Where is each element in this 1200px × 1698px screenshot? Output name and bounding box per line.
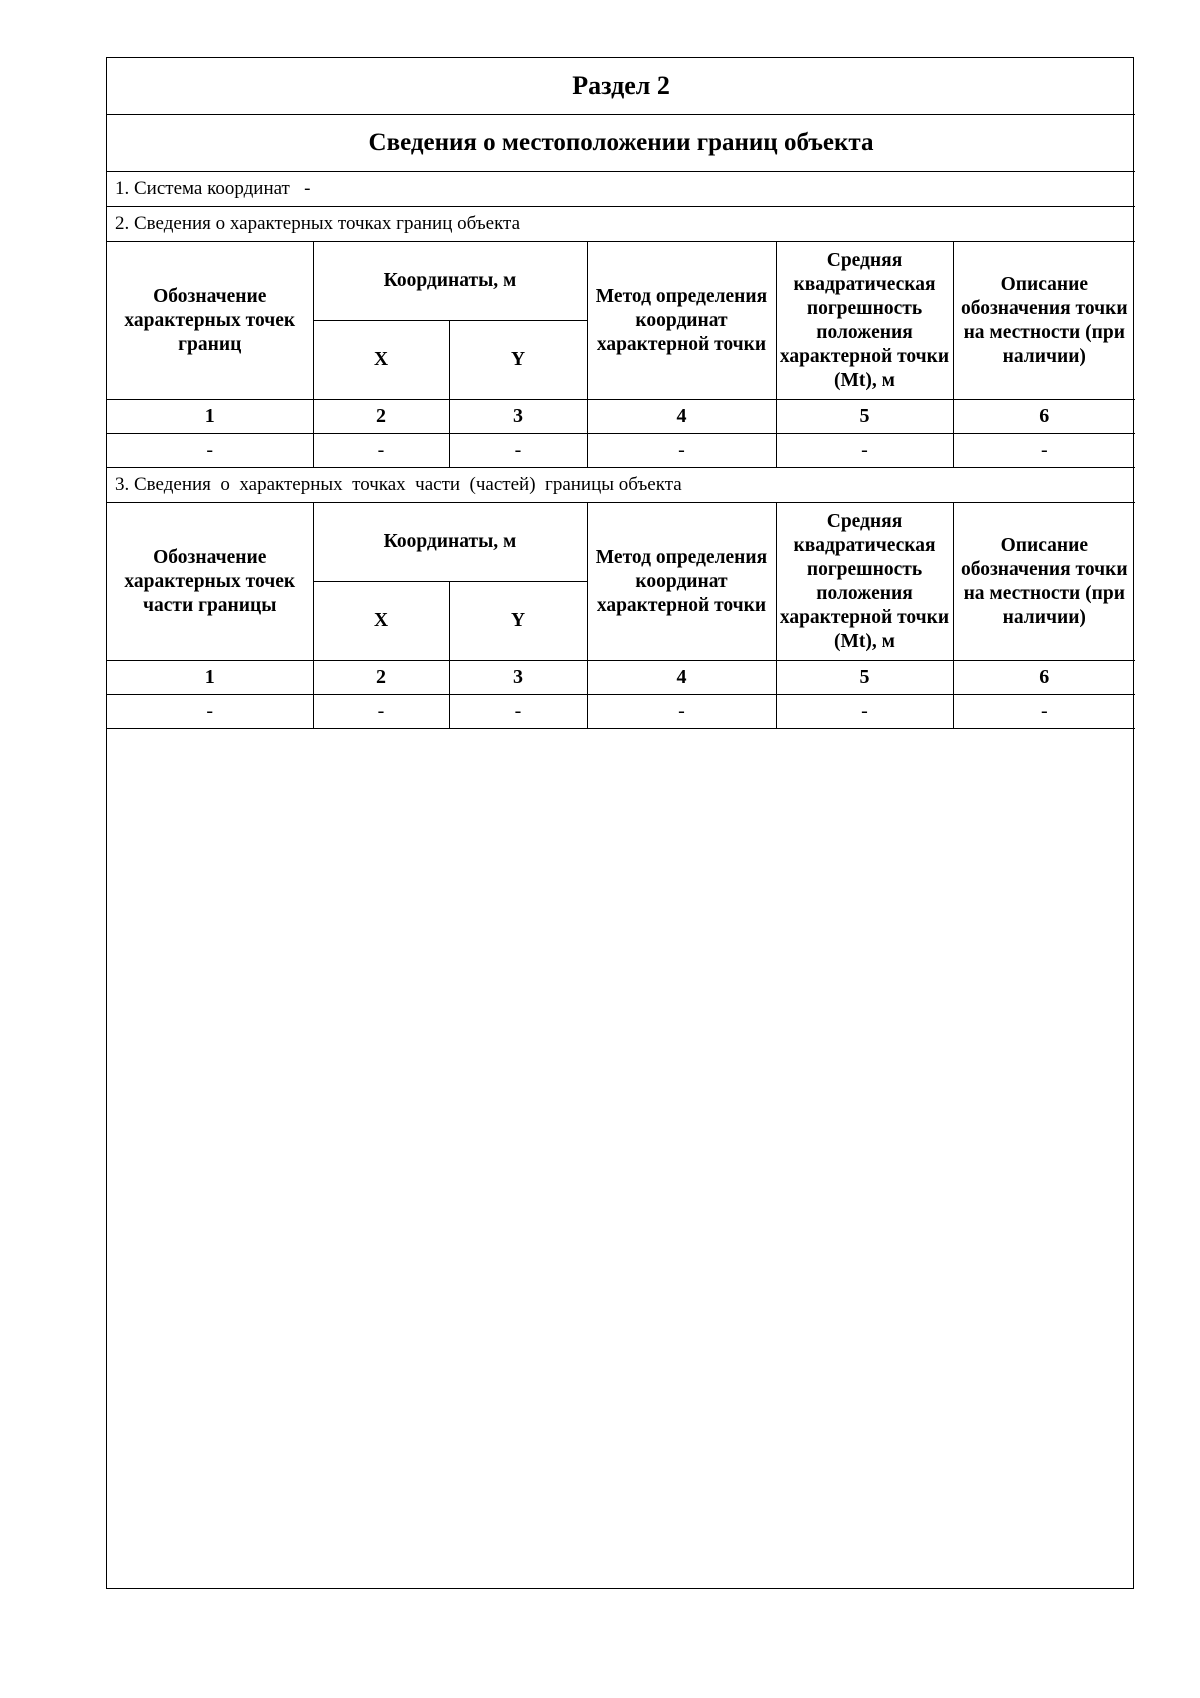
table1-col-number: 5 (776, 400, 953, 434)
section-title: Раздел 2 (107, 58, 1135, 115)
table2-caption: 3. Сведения о характерных точках части (частей) границы объекта (107, 468, 1135, 503)
table2-header-description: Описание обозначения точки на местности (при наличии) (953, 503, 1135, 661)
table1-header-coordinates: Координаты, м (313, 242, 587, 321)
table2-cell: - (107, 695, 313, 729)
table2-header-designation: Обозначение характерных точек части границы (107, 503, 313, 661)
table1-header-y: Y (449, 321, 587, 400)
table1-col-number: 2 (313, 400, 449, 434)
table2-header-method: Метод определения координат характерной точки (587, 503, 776, 661)
table1-cell: - (107, 434, 313, 468)
table2-cell: - (953, 695, 1135, 729)
table1-caption: 2. Сведения о характерных точках границ объекта (107, 207, 1135, 242)
table1-cell: - (776, 434, 953, 468)
table2-col-number: 3 (449, 661, 587, 695)
coordinate-system-line (107, 172, 1135, 207)
table1-cell: - (313, 434, 449, 468)
document-frame (106, 57, 1134, 1589)
table2-header-x: X (313, 582, 449, 661)
table1-col-number: 1 (107, 400, 313, 434)
table2-col-number: 6 (953, 661, 1135, 695)
table1-cell: - (953, 434, 1135, 468)
table2-cell: - (587, 695, 776, 729)
table2-header-y: Y (449, 582, 587, 661)
section-subtitle: Сведения о местоположении границ объекта (107, 115, 1135, 172)
coordinate-system-label: 1. Система координат (115, 178, 290, 199)
table1-header-method: Метод определения координат характерной точки (587, 242, 776, 400)
coordinate-system-value: - (304, 178, 311, 199)
table1-col-number: 6 (953, 400, 1135, 434)
table2-col-number: 1 (107, 661, 313, 695)
table1-cell: - (587, 434, 776, 468)
table1-col-number: 3 (449, 400, 587, 434)
table-row (107, 695, 1135, 729)
table-row (107, 434, 1135, 468)
table1-header-error: Средняя квадратическая погрешность положения характерной точки (Mt), м (776, 242, 953, 400)
table2-column-numbers (107, 661, 1135, 695)
table2-cell: - (776, 695, 953, 729)
section-table (107, 58, 1135, 729)
table1-col-number: 4 (587, 400, 776, 434)
table2-cell: - (313, 695, 449, 729)
table2-header-coordinates: Координаты, м (313, 503, 587, 582)
table1-column-numbers (107, 400, 1135, 434)
table2-cell: - (449, 695, 587, 729)
table1-header-x: X (313, 321, 449, 400)
table2-col-number: 5 (776, 661, 953, 695)
table1-header-designation: Обозначение характерных точек границ (107, 242, 313, 400)
table2-col-number: 2 (313, 661, 449, 695)
table2-col-number: 4 (587, 661, 776, 695)
table1-cell: - (449, 434, 587, 468)
table2-header-error: Средняя квадратическая погрешность положения характерной точки (Mt), м (776, 503, 953, 661)
table1-header-description: Описание обозначения точки на местности (при наличии) (953, 242, 1135, 400)
